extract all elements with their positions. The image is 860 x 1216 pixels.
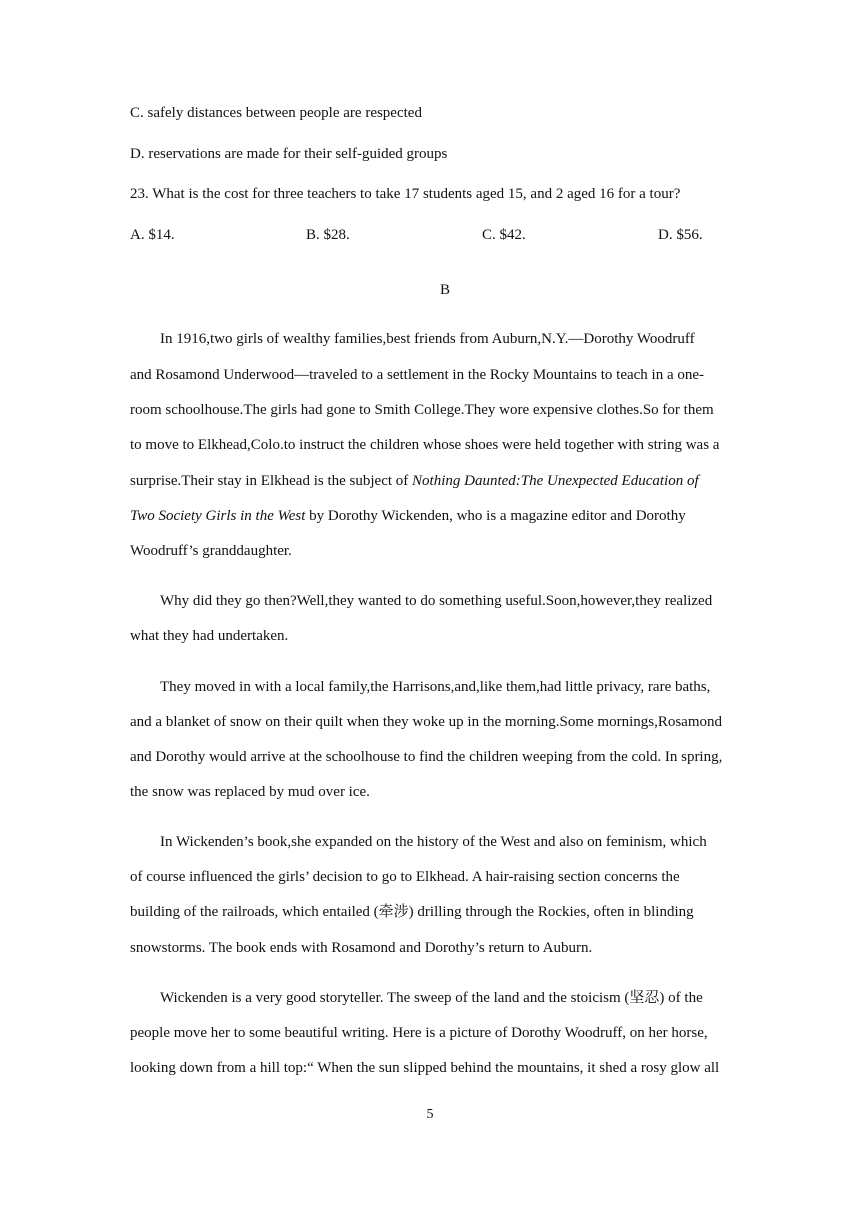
passage-line: They moved in with a local family,the Harrisons,and,like them,had little privacy, rare baths, [160,679,711,695]
passage-line: the snow was replaced by mud over ice. [130,784,370,800]
book-line-1-text: surprise.Their stay in Elkhead is the subject of [130,473,413,489]
passage-line: looking down from a hill top:“ When the sun slipped behind the mountains, it shed a rosy glow all [130,1060,720,1076]
section-label: B [439,282,450,298]
passage-line: to move to Elkhead,Colo.to instruct the children whose shoes were held together with string was a [130,437,720,453]
passage-line: In 1916,two girls of wealthy families,best friends from Auburn,N.Y.—Dorothy Woodruff [160,331,695,347]
passage-line: In Wickenden’s book,she expanded on the history of the West and also on feminism, which [160,834,707,850]
book-title-part-1: Nothing Daunted:The Unexpected Education of [412,473,699,489]
option-23a: A. $14. [130,227,175,243]
passage-line: and Dorothy would arrive at the schoolhouse to find the children weeping from the cold. In spring, [130,749,723,765]
passage-line: Why did they go then?Well,they wanted to do something useful.Soon,however,they realized [160,593,713,609]
passage-line: of course influenced the girls’ decision to go to Elkhead. A hair-raising section concerns the [130,869,680,885]
option-23b: B. $28. [306,227,350,243]
passage-line-book-1 [130,471,699,491]
passage-line: room schoolhouse.The girls had gone to Smith College.They wore expensive clothes.So for them [130,402,714,418]
question-23-stem: 23. What is the cost for three teachers to take 17 students aged 15, and 2 aged 16 for a tour? [130,186,681,202]
passage-line: building of the railroads, which entailed (牵涉) drilling through the Rockies, often in blinding [130,904,694,920]
passage-line: and Rosamond Underwood—traveled to a settlement in the Rocky Mountains to teach in a one- [130,367,705,383]
passage-line: people move her to some beautiful writing. Here is a picture of Dorothy Woodruff, on her horse, [130,1025,708,1041]
book-title-part-2: Two Society Girls in the West [130,508,306,524]
passage-line: what they had undertaken. [130,628,289,644]
option-23c: C. $42. [482,227,526,243]
option-22d: D. reservations are made for their self-guided groups [130,146,448,162]
option-23d: D. $56. [658,227,703,243]
page-number: 5 [426,1107,434,1122]
passage-line: snowstorms. The book ends with Rosamond and Dorothy’s return to Auburn. [130,940,593,956]
option-22c: C. safely distances between people are respected [130,105,422,121]
book-line-2-text: by Dorothy Wickenden, who is a magazine editor and Dorothy [305,508,686,524]
passage-line: Wickenden is a very good storyteller. The sweep of the land and the stoicism (坚忍) of the [160,990,703,1006]
passage-line: and a blanket of snow on their quilt when they woke up in the morning.Some mornings,Rosamond [130,714,723,730]
passage-line: Woodruff’s granddaughter. [130,543,292,559]
passage-line-book-2 [130,506,686,526]
